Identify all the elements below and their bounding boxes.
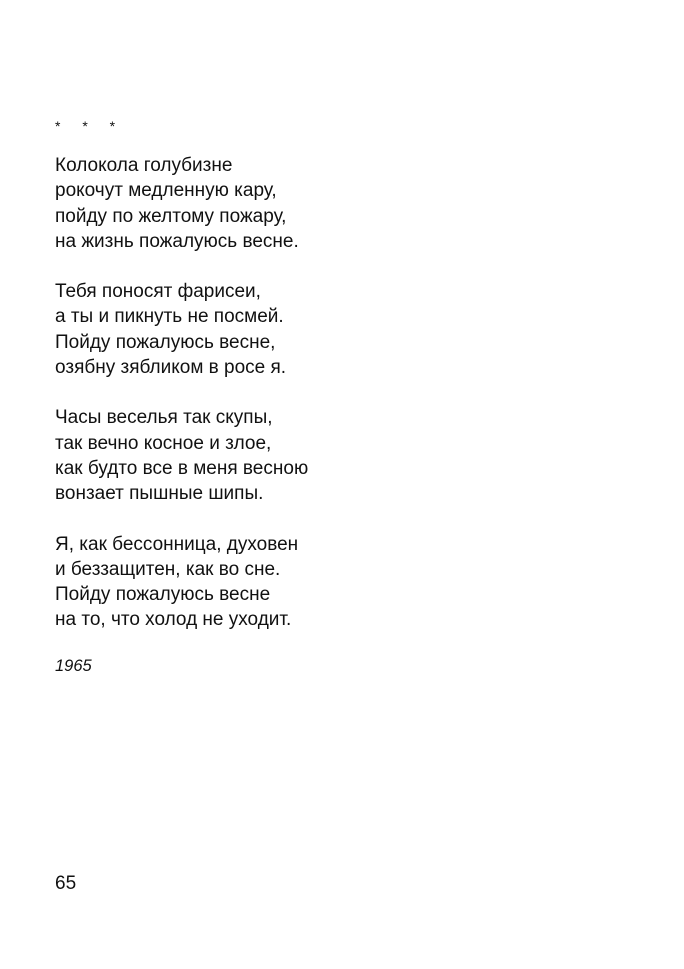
poem-line: а ты и пикнуть не посмей. bbox=[55, 306, 284, 328]
poem-line: на жизнь пожалуюсь весне. bbox=[55, 230, 299, 252]
poem-line: Я, как бессонница, духовен bbox=[55, 533, 299, 555]
poem-line: Колокола голубизне bbox=[55, 155, 233, 176]
poem-line: Часы веселья так скупы, bbox=[55, 407, 273, 429]
stanza-3 bbox=[55, 405, 615, 506]
poem-line: и беззащитен, как во сне. bbox=[55, 558, 281, 580]
poem-body bbox=[55, 153, 615, 658]
page-number: 65 bbox=[55, 873, 77, 894]
stanza-4 bbox=[55, 532, 615, 633]
poem-line: вонзает пышные шипы. bbox=[55, 483, 264, 505]
poem-line: Тебя поносят фарисеи, bbox=[55, 281, 261, 303]
poem-line: на то, что холод не уходит. bbox=[55, 609, 292, 631]
stanza-1 bbox=[55, 153, 615, 254]
poem-line: так вечно косное и злое, bbox=[55, 432, 272, 454]
poem-line: Пойду пожалуюсь весне, bbox=[55, 331, 276, 353]
section-divider-asterisks: * * * bbox=[55, 118, 125, 134]
stanza-2 bbox=[55, 279, 615, 380]
poem-year: 1965 bbox=[55, 657, 92, 675]
poem-line: рокочут медленную кару, bbox=[55, 180, 277, 202]
poem-line: пойду по желтому пожару, bbox=[55, 205, 287, 227]
poem-line: Пойду пожалуюсь весне bbox=[55, 584, 271, 606]
poem-line: озябну зябликом в росе я. bbox=[55, 357, 287, 379]
poem-line: как будто все в меня весною bbox=[55, 457, 309, 479]
